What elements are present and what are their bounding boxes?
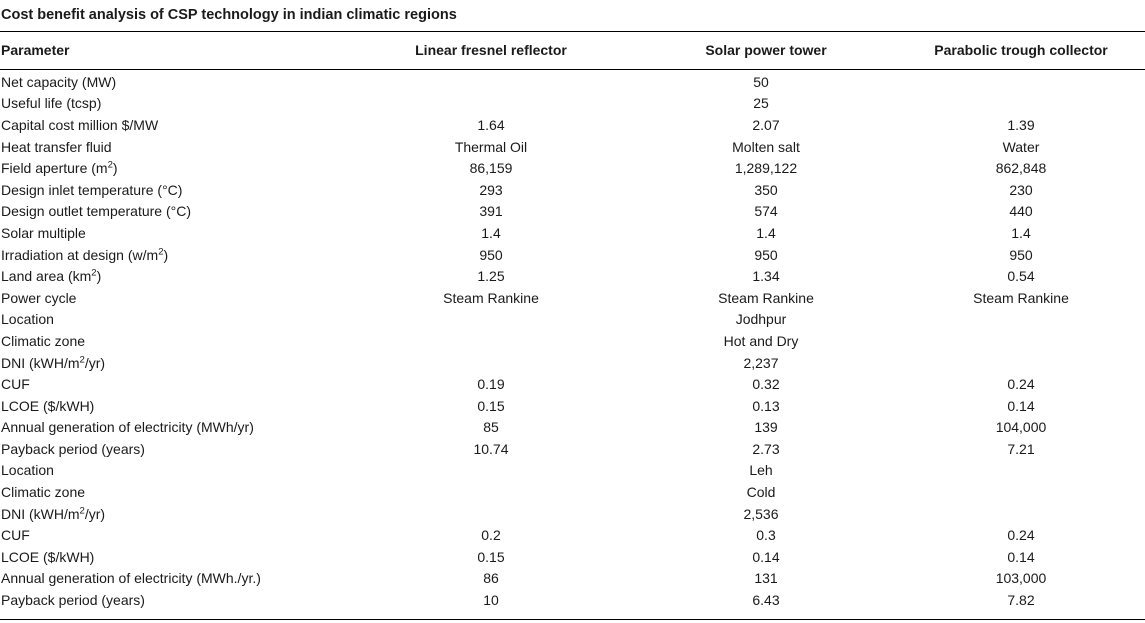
solar-tower-value: 6.43 bbox=[752, 592, 780, 609]
linear-fresnel-value: 86 bbox=[483, 570, 499, 587]
merged-value-cell: 2,237 bbox=[743, 354, 779, 371]
table-row bbox=[0, 546, 1145, 568]
row-label-suffix: ) bbox=[112, 160, 118, 177]
linear-fresnel-value: 10.74 bbox=[473, 440, 509, 457]
parabolic-trough-value: 104,000 bbox=[995, 419, 1047, 436]
merged-value-cell: 2,536 bbox=[743, 505, 779, 522]
row-label-text: LCOE ($/kWH) bbox=[1, 548, 95, 565]
row-label-text: DNI (kWH/m bbox=[1, 354, 80, 371]
parabolic-trough-value: 440 bbox=[1009, 203, 1033, 220]
row-label bbox=[0, 244, 346, 266]
row-label-suffix: /yr) bbox=[84, 354, 106, 371]
row-label-text: Useful life (tcsp) bbox=[1, 95, 102, 112]
row-label-text: DNI (kWH/m bbox=[1, 505, 80, 522]
parabolic-trough-value: 7.21 bbox=[1007, 440, 1035, 457]
row-label-text: Net capacity (MW) bbox=[1, 73, 117, 90]
table-row bbox=[0, 265, 1145, 287]
table-body bbox=[0, 67, 1145, 611]
parabolic-trough-value: 0.54 bbox=[1007, 268, 1035, 285]
row-label bbox=[0, 114, 346, 136]
table-row bbox=[0, 67, 1145, 93]
row-label bbox=[0, 287, 346, 309]
table-row bbox=[0, 438, 1145, 460]
row-label bbox=[0, 157, 346, 179]
header-parameter: Parameter bbox=[1, 42, 70, 58]
row-label-text: Location bbox=[1, 462, 54, 479]
row-label bbox=[0, 373, 346, 395]
solar-tower-value: 1.34 bbox=[752, 268, 780, 285]
header-linear-fresnel: Linear fresnel reflector bbox=[415, 42, 567, 58]
parabolic-trough-value: 950 bbox=[1009, 246, 1033, 263]
row-label-superscript: 2 bbox=[79, 353, 85, 365]
solar-tower-value: 1,289,122 bbox=[734, 160, 798, 177]
table-row bbox=[0, 524, 1145, 546]
linear-fresnel-value: 0.19 bbox=[477, 376, 505, 393]
table-row bbox=[0, 330, 1145, 352]
table-row bbox=[0, 309, 1145, 331]
row-label-text: Design inlet temperature (°C) bbox=[1, 181, 183, 198]
row-label-suffix: ) bbox=[96, 268, 102, 285]
table-row bbox=[0, 589, 1145, 611]
solar-tower-value: 2.73 bbox=[752, 440, 780, 457]
linear-fresnel-value: 950 bbox=[479, 246, 503, 263]
table-row bbox=[0, 503, 1145, 525]
row-label bbox=[0, 222, 346, 244]
table-row bbox=[0, 222, 1145, 244]
solar-tower-value: 0.14 bbox=[752, 548, 780, 565]
solar-tower-value: 1.4 bbox=[756, 224, 776, 241]
linear-fresnel-value: 1.25 bbox=[477, 268, 505, 285]
row-label bbox=[0, 589, 346, 611]
linear-fresnel-value: 1.4 bbox=[481, 224, 501, 241]
table-row bbox=[0, 417, 1145, 439]
cost-benefit-table bbox=[0, 33, 1145, 611]
merged-value-cell: Hot and Dry bbox=[723, 332, 799, 349]
row-label-superscript: 2 bbox=[158, 245, 164, 257]
table-row bbox=[0, 352, 1145, 374]
row-label-text: Solar multiple bbox=[1, 224, 86, 241]
table-header-row bbox=[0, 33, 1145, 67]
solar-tower-value: 0.13 bbox=[752, 397, 780, 414]
row-label-text: Field aperture (m bbox=[1, 160, 108, 177]
row-label bbox=[0, 524, 346, 546]
linear-fresnel-value: 86,159 bbox=[469, 160, 513, 177]
row-label-suffix: /yr) bbox=[84, 505, 106, 522]
row-label-text: Payback period (years) bbox=[1, 592, 145, 609]
parabolic-trough-value: 0.24 bbox=[1007, 527, 1035, 544]
linear-fresnel-value: 85 bbox=[483, 419, 499, 436]
solar-tower-value: 139 bbox=[754, 419, 778, 436]
table-row bbox=[0, 157, 1145, 179]
row-label-text: Power cycle bbox=[1, 289, 77, 306]
solar-tower-value: 0.3 bbox=[756, 527, 776, 544]
linear-fresnel-value: 0.15 bbox=[477, 548, 505, 565]
table-row bbox=[0, 114, 1145, 136]
row-label-text: LCOE ($/kWH) bbox=[1, 397, 95, 414]
solar-tower-value: 0.32 bbox=[752, 376, 780, 393]
row-label-text: Land area (km bbox=[1, 268, 92, 285]
parabolic-trough-value: Steam Rankine bbox=[973, 289, 1069, 306]
parabolic-trough-value: 862,848 bbox=[995, 160, 1047, 177]
row-label bbox=[0, 568, 346, 590]
table-row bbox=[0, 136, 1145, 158]
row-label-suffix: ) bbox=[163, 246, 169, 263]
table-row bbox=[0, 568, 1145, 590]
row-label-text: Climatic zone bbox=[1, 484, 86, 501]
table-row bbox=[0, 373, 1145, 395]
parabolic-trough-value: Water bbox=[1002, 138, 1040, 155]
parabolic-trough-value: 0.24 bbox=[1007, 376, 1035, 393]
parabolic-trough-value: 0.14 bbox=[1007, 548, 1035, 565]
parabolic-trough-value: 7.82 bbox=[1007, 592, 1035, 609]
row-label-text: Irradiation at design (w/m bbox=[1, 246, 159, 263]
linear-fresnel-value: 0.15 bbox=[477, 397, 505, 414]
row-label bbox=[0, 136, 346, 158]
table-row bbox=[0, 244, 1145, 266]
row-label-text: Annual generation of electricity (MWh./yr.) bbox=[1, 570, 261, 587]
row-label-text: Climatic zone bbox=[1, 332, 86, 349]
table-row bbox=[0, 93, 1145, 115]
row-label bbox=[0, 503, 346, 525]
parabolic-trough-value: 230 bbox=[1009, 181, 1033, 198]
row-label bbox=[0, 93, 346, 115]
parabolic-trough-value: 0.14 bbox=[1007, 397, 1035, 414]
merged-value-cell: 25 bbox=[753, 95, 769, 112]
solar-tower-value: Steam Rankine bbox=[718, 289, 814, 306]
row-label bbox=[0, 546, 346, 568]
row-label-text: Annual generation of electricity (MWh/yr) bbox=[1, 419, 254, 436]
table-row bbox=[0, 201, 1145, 223]
solar-tower-value: 2.07 bbox=[752, 116, 780, 133]
solar-tower-value: 950 bbox=[754, 246, 778, 263]
row-label bbox=[0, 481, 346, 503]
linear-fresnel-value: 1.64 bbox=[477, 116, 505, 133]
linear-fresnel-value: Steam Rankine bbox=[443, 289, 539, 306]
row-label bbox=[0, 201, 346, 223]
header-solar-tower: Solar power tower bbox=[705, 42, 827, 58]
solar-tower-value: Molten salt bbox=[732, 138, 800, 155]
row-label bbox=[0, 460, 346, 482]
table-row bbox=[0, 460, 1145, 482]
linear-fresnel-value: 10 bbox=[483, 592, 499, 609]
header-parabolic-trough: Parabolic trough collector bbox=[934, 42, 1108, 58]
row-label-text: Payback period (years) bbox=[1, 440, 145, 457]
parabolic-trough-value: 1.39 bbox=[1007, 116, 1035, 133]
row-label bbox=[0, 309, 346, 331]
merged-value-cell: Cold bbox=[746, 484, 776, 501]
table-row bbox=[0, 395, 1145, 417]
row-label-text: Location bbox=[1, 311, 54, 328]
row-label-text: Heat transfer fluid bbox=[1, 138, 112, 155]
linear-fresnel-value: 391 bbox=[479, 203, 503, 220]
table-row bbox=[0, 179, 1145, 201]
row-label bbox=[0, 438, 346, 460]
row-label bbox=[0, 395, 346, 417]
merged-value-cell: 50 bbox=[753, 73, 769, 90]
linear-fresnel-value: 293 bbox=[479, 181, 503, 198]
parabolic-trough-value: 103,000 bbox=[995, 570, 1047, 587]
row-label-text: Design outlet temperature (°C) bbox=[1, 203, 192, 220]
row-label-text: CUF bbox=[1, 527, 30, 544]
row-label-superscript: 2 bbox=[79, 505, 85, 517]
merged-value-cell: Jodhpur bbox=[735, 311, 787, 328]
table-top-rule bbox=[0, 31, 1145, 32]
solar-tower-value: 574 bbox=[754, 203, 778, 220]
row-label bbox=[0, 330, 346, 352]
linear-fresnel-value: 0.2 bbox=[481, 527, 501, 544]
solar-tower-value: 350 bbox=[754, 181, 778, 198]
row-label-superscript: 2 bbox=[107, 159, 113, 171]
table-bottom-rule bbox=[0, 619, 1145, 620]
row-label-text: Capital cost million $/MW bbox=[1, 116, 159, 133]
row-label-text: CUF bbox=[1, 376, 30, 393]
table-title: Cost benefit analysis of CSP technology in indian climatic regions bbox=[1, 7, 457, 23]
row-label bbox=[0, 179, 346, 201]
merged-value-cell: Leh bbox=[749, 462, 773, 479]
parabolic-trough-value: 1.4 bbox=[1011, 224, 1031, 241]
row-label bbox=[0, 265, 346, 287]
table-row bbox=[0, 481, 1145, 503]
row-label-superscript: 2 bbox=[91, 267, 97, 279]
row-label bbox=[0, 67, 346, 93]
table-row bbox=[0, 287, 1145, 309]
solar-tower-value: 131 bbox=[754, 570, 778, 587]
linear-fresnel-value: Thermal Oil bbox=[454, 138, 528, 155]
row-label bbox=[0, 352, 346, 374]
row-label bbox=[0, 417, 346, 439]
